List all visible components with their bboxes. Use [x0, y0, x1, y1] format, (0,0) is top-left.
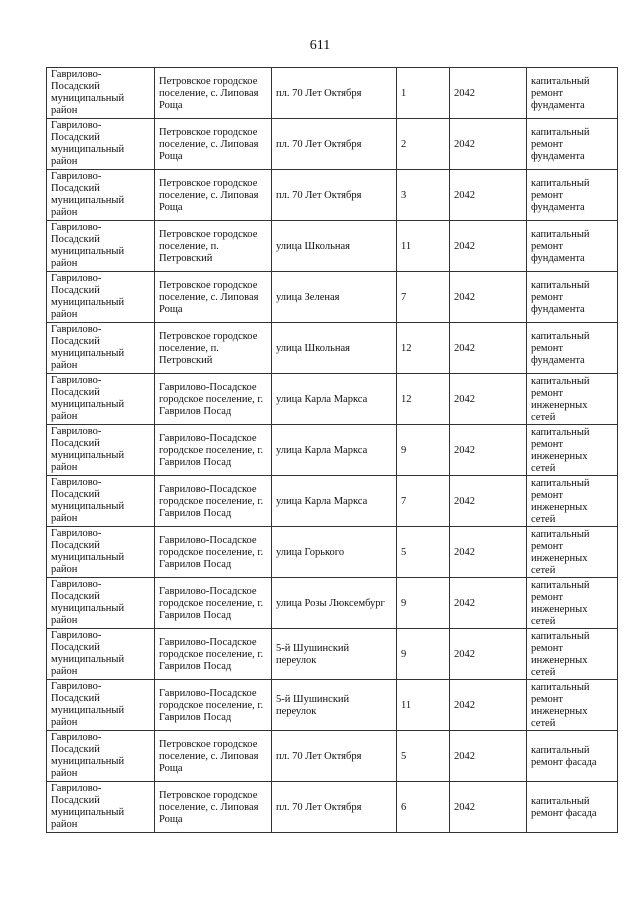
cell-house: 12	[397, 323, 450, 374]
cell-work-type: капитальный ремонт фундамента	[527, 221, 618, 272]
cell-district: Гаврилово-Посадский муниципальный район	[47, 119, 155, 170]
cell-street: улица Школьная	[272, 221, 397, 272]
cell-house: 6	[397, 782, 450, 833]
cell-house: 9	[397, 425, 450, 476]
cell-district: Гаврилово-Посадский муниципальный район	[47, 323, 155, 374]
cell-year: 2042	[450, 731, 527, 782]
table-row	[47, 629, 618, 680]
cell-year: 2042	[450, 323, 527, 374]
table-row	[47, 221, 618, 272]
cell-settlement: Гаврилово-Посадское городское поселение, г. Гаврилов Посад	[155, 680, 272, 731]
cell-district: Гаврилово-Посадский муниципальный район	[47, 170, 155, 221]
cell-work-type: капитальный ремонт фундамента	[527, 272, 618, 323]
cell-house: 5	[397, 527, 450, 578]
table-row	[47, 374, 618, 425]
table-row	[47, 119, 618, 170]
cell-year: 2042	[450, 527, 527, 578]
cell-work-type: капитальный ремонт инженерных сетей	[527, 578, 618, 629]
table-body	[47, 68, 618, 833]
cell-work-type: капитальный ремонт инженерных сетей	[527, 476, 618, 527]
cell-house: 9	[397, 629, 450, 680]
cell-street: пл. 70 Лет Октября	[272, 731, 397, 782]
cell-work-type: капитальный ремонт фасада	[527, 782, 618, 833]
table-row	[47, 731, 618, 782]
cell-district: Гаврилово-Посадский муниципальный район	[47, 578, 155, 629]
cell-year: 2042	[450, 425, 527, 476]
cell-work-type: капитальный ремонт фундамента	[527, 119, 618, 170]
cell-house: 11	[397, 221, 450, 272]
table-row	[47, 170, 618, 221]
cell-work-type: капитальный ремонт инженерных сетей	[527, 374, 618, 425]
table-row	[47, 680, 618, 731]
cell-year: 2042	[450, 119, 527, 170]
cell-house: 12	[397, 374, 450, 425]
cell-settlement: Петровское городское поселение, п. Петровский	[155, 221, 272, 272]
cell-street: улица Горького	[272, 527, 397, 578]
cell-house: 7	[397, 272, 450, 323]
cell-settlement: Гаврилово-Посадское городское поселение, г. Гаврилов Посад	[155, 425, 272, 476]
cell-street: 5-й Шушинский переулок	[272, 680, 397, 731]
cell-work-type: капитальный ремонт инженерных сетей	[527, 680, 618, 731]
cell-settlement: Гаврилово-Посадское городское поселение, г. Гаврилов Посад	[155, 374, 272, 425]
cell-settlement: Петровское городское поселение, с. Липовая Роща	[155, 731, 272, 782]
cell-year: 2042	[450, 221, 527, 272]
cell-house: 11	[397, 680, 450, 731]
cell-street: пл. 70 Лет Октября	[272, 119, 397, 170]
cell-year: 2042	[450, 476, 527, 527]
cell-district: Гаврилово-Посадский муниципальный район	[47, 476, 155, 527]
table-row	[47, 68, 618, 119]
cell-street: улица Карла Маркса	[272, 425, 397, 476]
cell-street: улица Школьная	[272, 323, 397, 374]
cell-district: Гаврилово-Посадский муниципальный район	[47, 272, 155, 323]
table-row	[47, 323, 618, 374]
cell-settlement: Петровское городское поселение, с. Липовая Роща	[155, 119, 272, 170]
table-row	[47, 476, 618, 527]
cell-district: Гаврилово-Посадский муниципальный район	[47, 374, 155, 425]
cell-district: Гаврилово-Посадский муниципальный район	[47, 782, 155, 833]
cell-street: улица Зеленая	[272, 272, 397, 323]
cell-street: 5-й Шушинский переулок	[272, 629, 397, 680]
cell-settlement: Петровское городское поселение, п. Петровский	[155, 323, 272, 374]
cell-year: 2042	[450, 68, 527, 119]
cell-house: 9	[397, 578, 450, 629]
cell-district: Гаврилово-Посадский муниципальный район	[47, 425, 155, 476]
cell-house: 3	[397, 170, 450, 221]
cell-district: Гаврилово-Посадский муниципальный район	[47, 680, 155, 731]
cell-settlement: Гаврилово-Посадское городское поселение, г. Гаврилов Посад	[155, 527, 272, 578]
cell-street: улица Карла Маркса	[272, 476, 397, 527]
cell-house: 5	[397, 731, 450, 782]
cell-house: 2	[397, 119, 450, 170]
cell-district: Гаврилово-Посадский муниципальный район	[47, 68, 155, 119]
cell-year: 2042	[450, 272, 527, 323]
cell-settlement: Петровское городское поселение, с. Липовая Роща	[155, 272, 272, 323]
cell-street: пл. 70 Лет Октября	[272, 170, 397, 221]
page-number: 611	[309, 38, 331, 53]
table-row	[47, 782, 618, 833]
cell-district: Гаврилово-Посадский муниципальный район	[47, 731, 155, 782]
cell-work-type: капитальный ремонт инженерных сетей	[527, 629, 618, 680]
cell-settlement: Гаврилово-Посадское городское поселение, г. Гаврилов Посад	[155, 578, 272, 629]
table-row	[47, 272, 618, 323]
cell-district: Гаврилово-Посадский муниципальный район	[47, 629, 155, 680]
cell-district: Гаврилово-Посадский муниципальный район	[47, 221, 155, 272]
cell-work-type: капитальный ремонт фундамента	[527, 170, 618, 221]
cell-street: пл. 70 Лет Октября	[272, 68, 397, 119]
cell-house: 7	[397, 476, 450, 527]
table-row	[47, 527, 618, 578]
cell-work-type: капитальный ремонт инженерных сетей	[527, 425, 618, 476]
cell-settlement: Петровское городское поселение, с. Липовая Роща	[155, 782, 272, 833]
table-row	[47, 578, 618, 629]
cell-year: 2042	[450, 170, 527, 221]
cell-work-type: капитальный ремонт фундамента	[527, 323, 618, 374]
repair-schedule-table	[46, 67, 618, 833]
cell-street: пл. 70 Лет Октября	[272, 782, 397, 833]
cell-year: 2042	[450, 578, 527, 629]
cell-district: Гаврилово-Посадский муниципальный район	[47, 527, 155, 578]
cell-work-type: капитальный ремонт фасада	[527, 731, 618, 782]
cell-street: улица Карла Маркса	[272, 374, 397, 425]
cell-settlement: Петровское городское поселение, с. Липовая Роща	[155, 170, 272, 221]
table-row	[47, 425, 618, 476]
cell-year: 2042	[450, 680, 527, 731]
cell-work-type: капитальный ремонт инженерных сетей	[527, 527, 618, 578]
cell-house: 1	[397, 68, 450, 119]
cell-settlement: Гаврилово-Посадское городское поселение, г. Гаврилов Посад	[155, 476, 272, 527]
cell-work-type: капитальный ремонт фундамента	[527, 68, 618, 119]
cell-year: 2042	[450, 629, 527, 680]
cell-settlement: Гаврилово-Посадское городское поселение, г. Гаврилов Посад	[155, 629, 272, 680]
cell-street: улица Розы Люксембург	[272, 578, 397, 629]
cell-year: 2042	[450, 782, 527, 833]
cell-year: 2042	[450, 374, 527, 425]
cell-settlement: Петровское городское поселение, с. Липовая Роща	[155, 68, 272, 119]
